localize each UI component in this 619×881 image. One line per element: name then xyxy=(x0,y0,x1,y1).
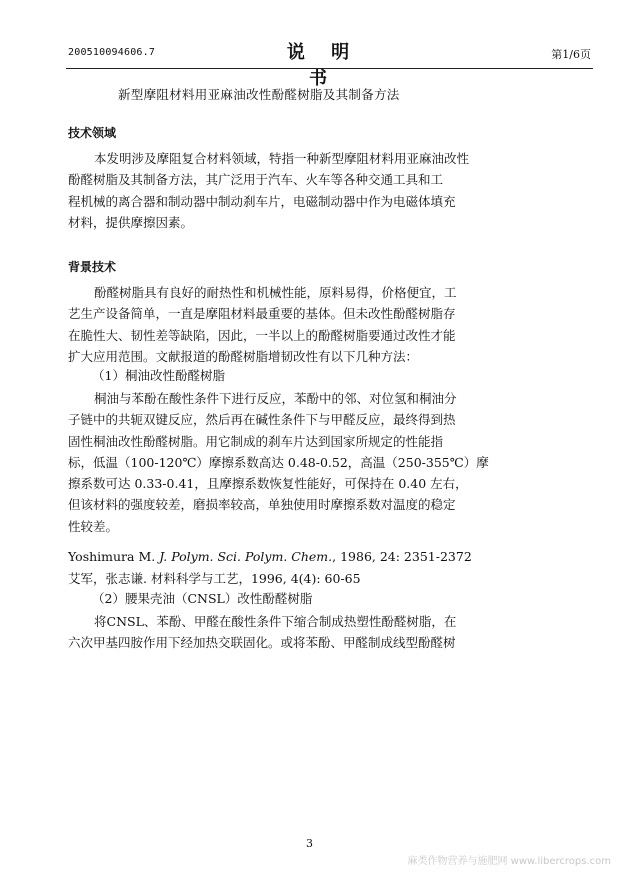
page-header xyxy=(68,38,591,89)
text-line: 在脆性大、韧性差等缺陷，因此，一半以上的酚醛树脂要通过改性才能 xyxy=(68,327,456,343)
text-line: 桐油与苯酚在酸性条件下进行反应，苯酚中的邻、对位氢和桐油分 xyxy=(94,391,457,406)
document-type-title: 说 明 书 xyxy=(286,42,360,89)
page-number: 3 xyxy=(306,837,313,850)
site-watermark: 麻类作物营养与施肥网 www.libercrops.com xyxy=(407,856,611,867)
section-heading-tech-field: 技术领域 xyxy=(68,126,117,140)
text-line: 但该材料的强度较差，磨损率较高，单独使用时摩擦系数对温度的稳定 xyxy=(68,497,456,513)
subheading-cashew-oil: （2）腰果壳油（CNSL）改性酚醛树脂 xyxy=(92,591,313,606)
text-line: 本发明涉及摩阻复合材料领域，特指一种新型摩阻材料用亚麻油改性 xyxy=(94,151,470,166)
reference-yoshimura xyxy=(68,549,472,564)
text-line: 将CNSL、苯酚、甲醛在酸性条件下缩合制成热塑性酚醛树脂，在 xyxy=(94,614,457,629)
reference-journal: J. Polym. Sci. Polym. Chem. xyxy=(159,549,333,564)
reference-ai-jun: 艾军，张志谦. 材料科学与工艺，1996, 4(4): 60-65 xyxy=(68,571,361,586)
reference-author: Yoshimura M. xyxy=(68,549,160,564)
patent-number: 200510094606.7 xyxy=(68,47,156,58)
header-divider xyxy=(66,68,593,69)
text-line: 固性桐油改性酚醛树脂。用它制成的刹车片达到国家所规定的性能指 xyxy=(68,433,444,449)
background-paragraph-3 xyxy=(68,611,500,654)
text-line: 艺生产设备简单，一直是摩阻材料最重要的基体。但未改性酚醛树脂存 xyxy=(68,306,456,322)
text-line: 性较差。 xyxy=(68,518,119,534)
text-line: 子链中的共轭双键反应，然后再在碱性条件下与甲醛反应，最终得到热 xyxy=(68,412,456,428)
tech-field-paragraph xyxy=(68,148,500,233)
text-line: 酚醛树脂及其制备方法，其广泛用于汽车、火车等各种交通工具和工 xyxy=(68,172,444,188)
text-line: 标，低温（100-120℃）摩擦系数高达 0.48-0.52，高温（250-355℃）摩 xyxy=(68,454,489,470)
text-line: 六次甲基四胺作用下经加热交联固化。或将苯酚、甲醛制成线型酚醛树 xyxy=(68,635,456,651)
section-heading-background: 背景技术 xyxy=(68,260,117,274)
reference-detail: , 1986, 24: 2351-2372 xyxy=(332,549,472,564)
page-indicator: 第1/6页 xyxy=(551,48,591,61)
text-line: 材料，提供摩擦因素。 xyxy=(68,214,194,230)
text-line: 擦系数可达 0.33-0.41，且摩擦系数恢复性能好，可保持在 0.40 左右， xyxy=(68,476,468,492)
text-line: 扩大应用范围。文献报道的酚醛树脂增韧改性有以下几种方法： xyxy=(68,348,419,364)
background-paragraph-2 xyxy=(68,388,500,537)
subheading-tung-oil: （1）桐油改性酚醛树脂 xyxy=(92,368,225,383)
text-line: 酚醛树脂具有良好的耐热性和机械性能，原料易得，价格便宜，工 xyxy=(94,285,457,300)
invention-title: 新型摩阻材料用亚麻油改性酚醛树脂及其制备方法 xyxy=(118,87,400,102)
background-paragraph-1 xyxy=(68,282,500,367)
text-line: 程机械的离合器和制动器中制动刹车片，电磁制动器中作为电磁体填充 xyxy=(68,193,456,209)
